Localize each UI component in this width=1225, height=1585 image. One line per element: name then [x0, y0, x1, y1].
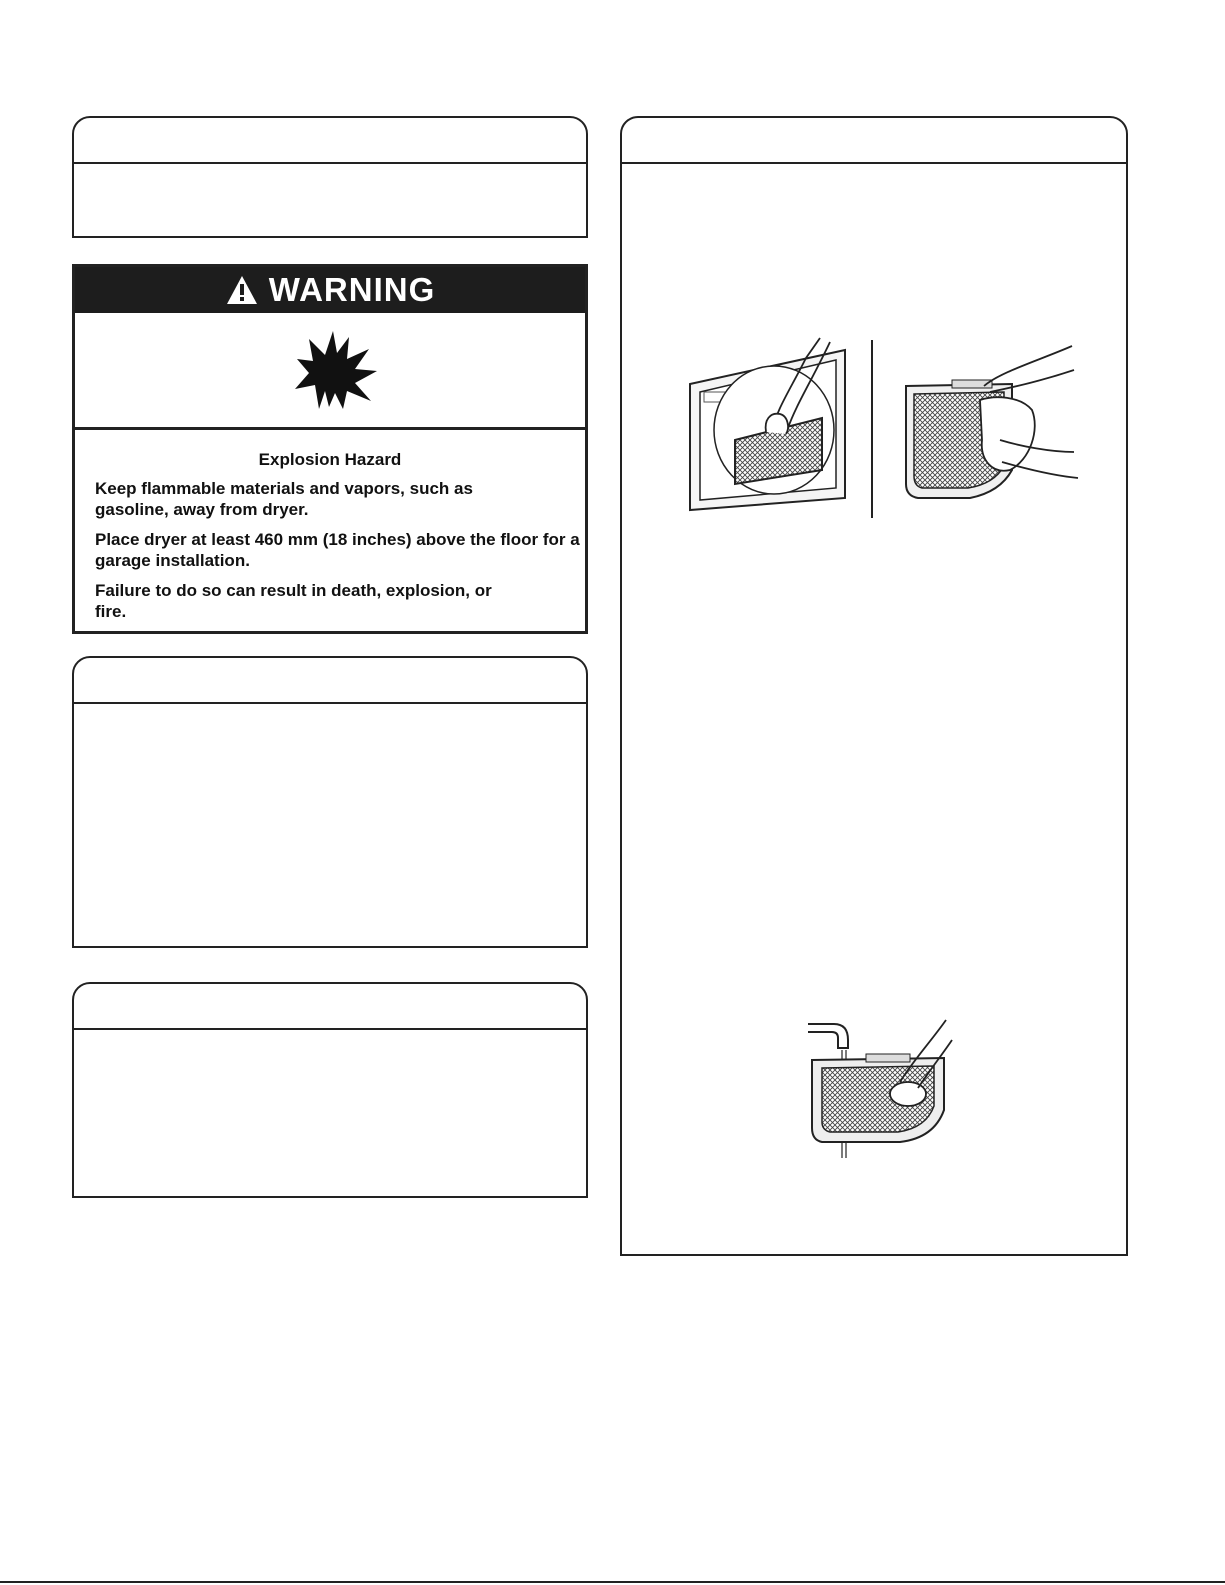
lint-screen-wiping-illustration — [906, 346, 1078, 498]
hazard-title: Explosion Hazard — [258, 450, 402, 469]
warning-message-3: Failure to do so can result in death, explosion, or fire. — [95, 581, 492, 621]
warning-message-1: Keep flammable materials and vapors, such as gasoline, away from dryer. — [95, 479, 473, 519]
lint-screen-removal-illustration — [690, 338, 845, 510]
lint-screen-washing-illustration — [808, 1020, 952, 1158]
warning-signal-word: WARNING — [268, 271, 436, 308]
warning-message-2: Place dryer at least 460 mm (18 inches) above the floor for a garage installation. — [95, 530, 580, 570]
